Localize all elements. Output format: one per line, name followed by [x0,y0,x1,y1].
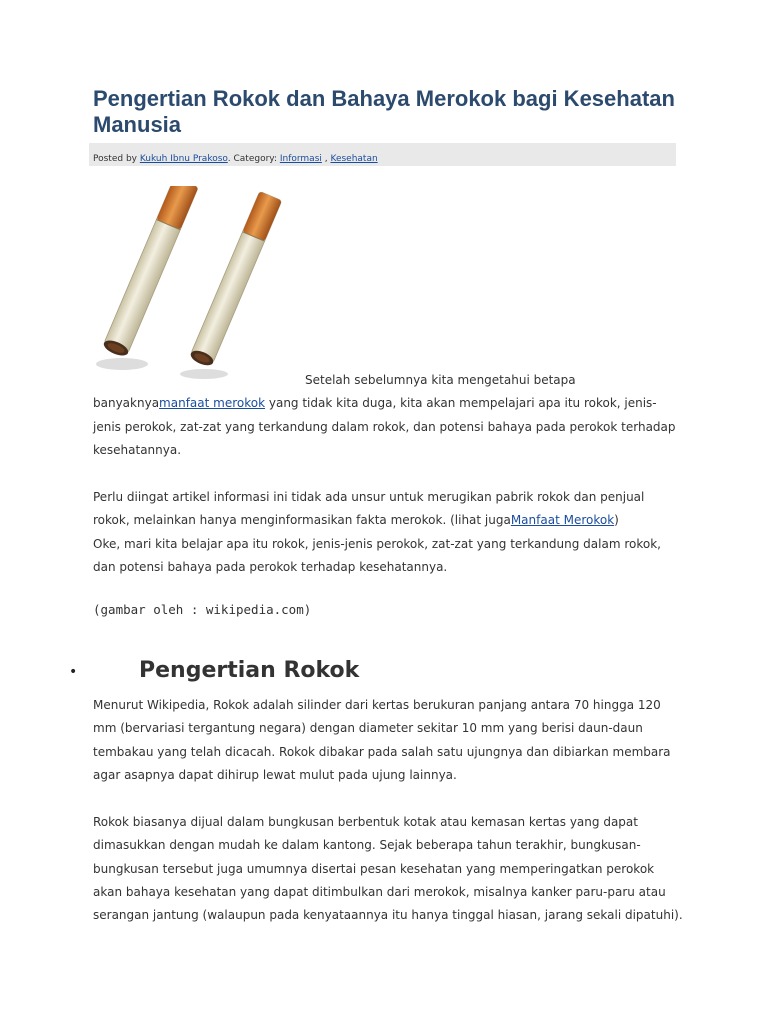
article-title: Pengertian Rokok dan Bahaya Merokok bagi Kesehatan Manusia [93,86,675,137]
note-text: Perlu diingat artikel informasi ini tidak ada unsur untuk merugikan pabrik rokok dan penjual rokok, melainkan hanya menginformasikan fakta merokok. (lihat juga [93,490,645,528]
author-link[interactable]: Kukuh Ibnu Prakoso [139,154,228,164]
intro-first-line: Setelah sebelumnya kita mengetahui betapa [305,373,576,387]
note-paragraph [93,486,683,579]
section-paragraph-2: Rokok biasanya dijual dalam bungkusan berbentuk kotak atau kemasan kertas yang dapat dimasukkan dengan mudah ke dalam kantong. Sejak beberapa tahun terakhir, bungkusan-bungkusan tersebut juga umumnya disertai pesan kesehatan yang memperingatkan perokok akan bahaya kesehatan yang dapat ditimbulkan dari merokok, misalnya kanker paru-paru atau serangan jantung (walaupun pada kenyataannya itu hanya tinggal hiasan, jarang sekali dipatuhi). [93,815,683,923]
list-bullet: • [69,664,78,680]
cigarettes-image [92,186,312,382]
category-label: . Category: [227,154,280,164]
section-heading: Pengertian Rokok [139,658,360,683]
note-line2: Oke, mari kita belajar apa itu rokok, jenis-jenis perokok, zat-zat yang terkandung dalam rokok, dan potensi bahaya pada perokok terhadap kesehatannya. [93,536,661,574]
posted-by-label: Posted by [93,154,140,164]
intro-paragraph [93,369,683,462]
category-separator: , [321,154,331,164]
category-link-kesehatan[interactable]: Kesehatan [330,154,378,164]
category-link-informasi[interactable]: Informasi [279,154,322,164]
image-caption: (gambar oleh : wikipedia.com) [93,602,312,617]
intro-lead: banyaknya [93,396,160,411]
note-close: ) [614,513,619,528]
post-meta-bar [89,143,676,166]
manfaat-merokok-link[interactable]: manfaat merokok [159,396,266,411]
manfaat-merokok-link-2[interactable]: Manfaat Merokok [510,513,615,528]
intro-rest: yang tidak kita duga, kita akan mempelajari apa itu rokok, jenis-jenis perokok, zat-zat yang terkandung dalam rokok, dan potensi bahaya pada perokok terhadap kesehatannya. [93,396,676,457]
section-paragraph-1: Menurut Wikipedia, Rokok adalah silinder dari kertas berukuran panjang antara 70 hingga 120 mm (bervariasi tergantung negara) dengan diameter sekitar 10 mm yang berisi daun-daun tembakau yang telah dicacah. Rokok dibakar pada salah satu ujungnya dan dibiarkan membara agar asapnya dapat dihirup lewat mulut pada ujung lainnya. [93,698,671,782]
